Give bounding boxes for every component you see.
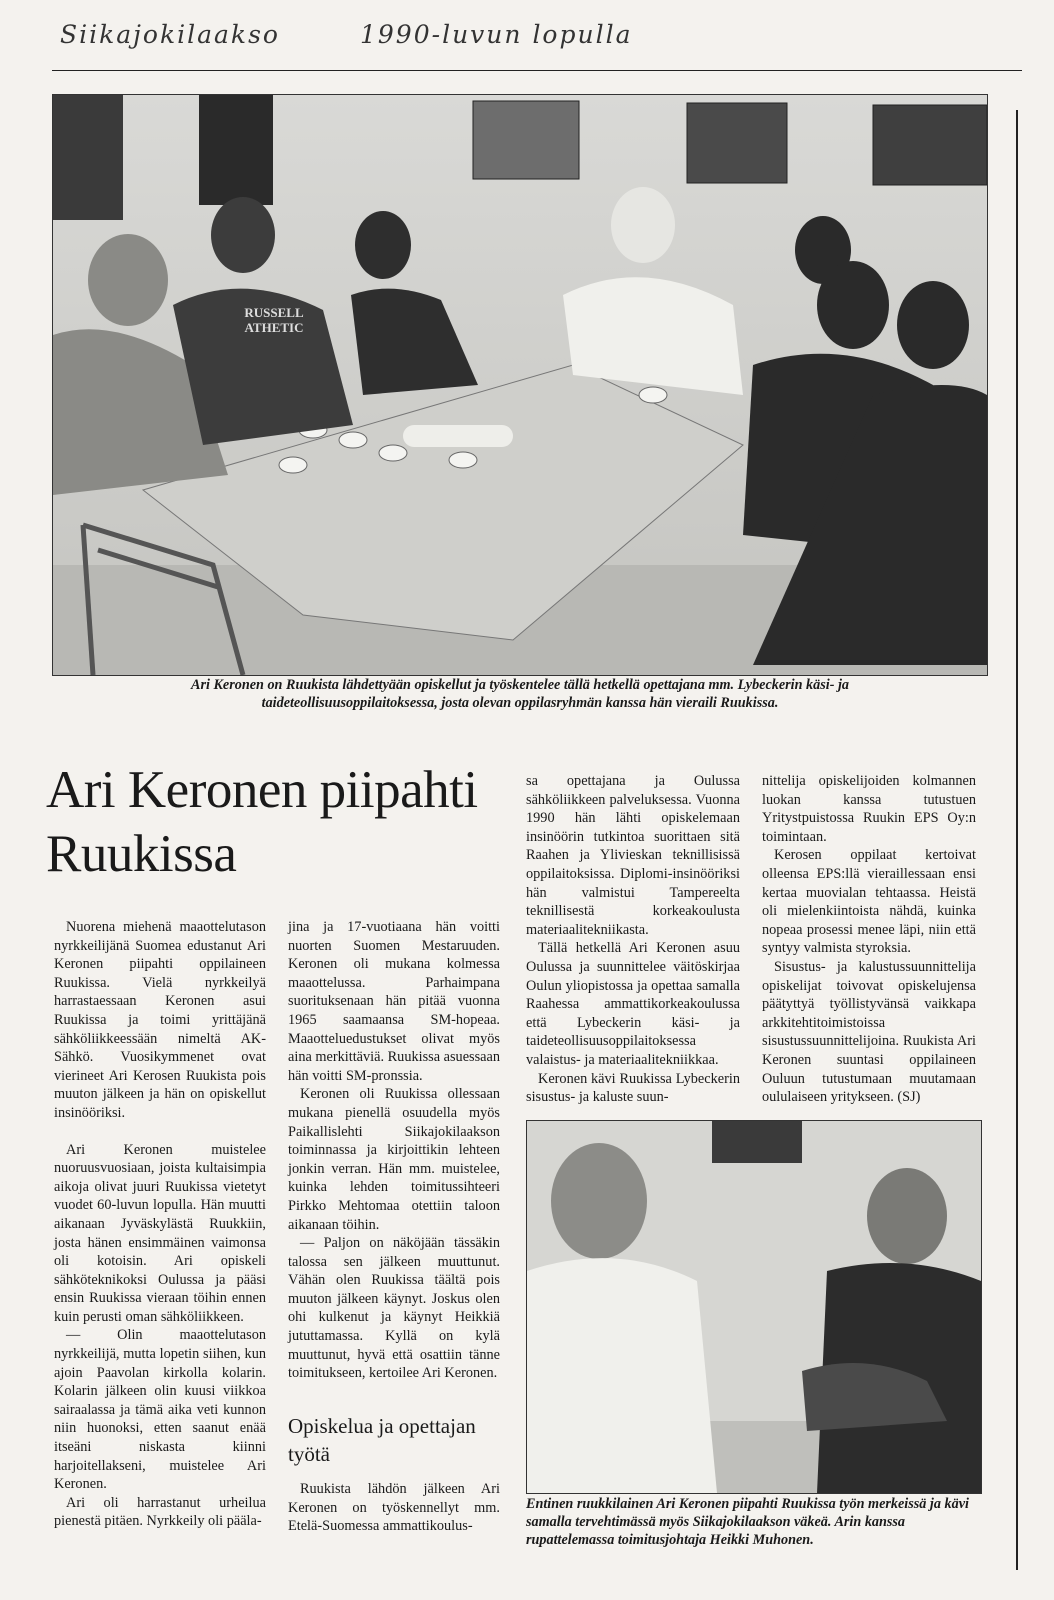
handwritten-source: Siikajokilaakso [60,20,280,49]
right-rule [1016,110,1018,1570]
top-rule [52,70,1022,71]
second-photo [526,1120,982,1494]
col2-paragraph: — Paljon on näköjään tässäkin talossa sen jälkeen muuttunut. Vähän olen Ruukissa täältä pois muuton jälkeen käynyt. Joskus olen ohi kulkenut ja käynyt Heikkiä jututtamassa. Kyllä on kylä muuttunut, hyvä että osattiin tänne toimitukseen, kertoilee Ari Keronen. [288,1235,500,1382]
col4-paragraph: nittelija opiskelijoiden kolmannen luokan kanssa tutustuen Yritystpuistossa Ruukin EPS Oy:n toimintaan. [762,773,976,845]
handwritten-date: 1990-luvun lopulla [360,20,633,49]
second-photo-caption: Entinen ruukkilainen Ari Keronen piipahti Ruukissa työn merkeissä ja kävi samalla tervehtimässä myös Siikajokilaakson väkeä. Arin kanssa rupattelemassa toimitusjohtaja Heikki Muhonen. [526,1496,969,1548]
col4-paragraph: Kerosen oppilaat kertoivat olleensa EPS:llä vieraillessaan ensi kertaa muovialan tehtaassa. Heistä oli mielenkiintoista nähdä, kuinka nopeaa prosessi menee läpi, niin että syntyy valmista styroksia. [762,847,976,957]
two-men-photo-image [527,1121,981,1493]
article-subheading: Opiskelua ja opettajan työtä [288,1414,476,1466]
article-headline: Ari Keronen piipahti Ruukissa [46,761,478,883]
main-photo-caption: Ari Keronen on Ruukista lähdettyään opiskellut ja työskentelee tällä hetkellä opettajana mm. Lybeckerin käsi- ja taideteollisuusoppilaitoksessa, josta olevan oppilasryhmän kanssa hän vieraili Ruukissa. [190,677,850,711]
article-column-4 [762,772,976,1107]
col1-paragraph: Ari oli harrastanut urheilua pienestä pitäen. Nyrkkeily oli pääla- [54,1494,266,1530]
col4-paragraph: Sisustus- ja kalustussuunnittelija opiskelijat toivovat opiskelujensa päätyttyä työllistyvänsä vaikkapa arkkitehtitoimistoissa sisustussuunnittelijoina. Ruukista Ari Keronen suuntasi oppilaineen Ouluun tutustumaan muutamaan oululaiseen yritykseen. (SJ) [762,958,976,1106]
handwritten-note [60,14,760,54]
col1-paragraph: — Olin maaottelutason nyrkkeilijä, mutta lopetin siihen, kun ajoin Paavolan kirkolla kolarin. Kolarin jälkeen olin kuusi viikkoa sairaalassa ja tämä aika veti kunnon niin huonoksi, etten saanut enää itseäni niskasta kiinni harjoitellakseni, muistelee Ari Keronen. [54,1327,266,1493]
col3-paragraph: Tällä hetkellä Ari Keronen asuu Oulussa ja suunnittelee väitöskirjaa Oulun yliopistossa ja opettaa samalla Raahessa ammattikorkeakoulussa että Lybeckerin käsi- ja taideteollisuusoppilaitoksessa valaistus- ja materiaalitekniikkaa. [526,940,740,1068]
col3-paragraph: sa opettajana ja Oulussa sähköliikkeen palveluksessa. Vuonna 1990 hän lähti opiskelemaan insinöörin tutkintoa suorittaen sitä Raahen ja Ylivieskan teknillisissä oppilaitoksissa. Diplomi-insinööriksi hän valmistui Tampereelta teknillisestä korkeakoulusta materiaalitekniikasta. [526,773,740,938]
col1-paragraph: Ari Keronen muistelee nuoruusvuosiaan, joista kultaisimpia aikoja olivat juuri Ruukissa vietetyt vuodet 60-luvun lopulla. Hän muutti aikanaan Jyväskylästä Ruukkiin, josta hänen ensimmäinen vaimonsa oli kotoisin. Ari opiskeli sähköteknikoksi Oulussa ja pääsi ensin Ruukissa vieraan töihin ennen kuin perusti oman sähköliikkeen. [54,1141,266,1325]
article-column-2 [288,918,500,1383]
article-column-1 [54,918,266,1531]
col2-paragraph: Keronen oli Ruukissa ollessaan mukana pienellä osuudella myös Paikallislehti Siikajokilaakson toiminnassa ja kirjoittikin lehteen jonkin verran. Hän mm. muistelee, kuinka lehden toimitussihteeri Pirkko Mehtomaa otettiin taloon aikanaan töihin. [288,1086,500,1233]
article-column-3 [526,772,740,1107]
col1-paragraph: Nuorena miehenä maaottelutason nyrkkeilijänä Suomea edustanut Ari Keronen piipahti oppilaineen Ruukissa. Vielä nyrkkeilyä harrastaessaan Keronen asui Ruukissa ja toimi yrittäjänä sähköliikkeessään nimeltä AK-Sähkö. Vuosikymmenet ovat vierineet Ari Kerosen Ruukista pois muuton jälkeen ja hän on opiskellut insinööriksi. [54,919,266,1121]
col3-paragraph: Keronen kävi Ruukissa Lybeckerin sisustus- ja kaluste suun- [526,1070,740,1106]
col2-paragraph: jina ja 17-vuotiaana hän voitti nuorten Suomen Mestaruuden. Keronen oli mukana kolmessa maaottelussa. Parhaimpana suorituksenaan hän pitää vuonna 1965 saamaansa SM-hopeaa. Maaotteluedustukset olivat myös aina merkittäviä. Ruukissa asuessaan hän voitti SM-pronssia. [288,919,501,1084]
main-photo [52,94,988,676]
col2-paragraph: Ruukista lähdön jälkeen Ari Keronen on työskennellyt mm. Etelä-Suomessa ammattikoulus- [288,1481,500,1535]
group-photo-image [53,95,987,675]
sweatshirt-text: RUSSELL ATHETIC [244,305,304,335]
article-column-2-end [288,1480,500,1536]
